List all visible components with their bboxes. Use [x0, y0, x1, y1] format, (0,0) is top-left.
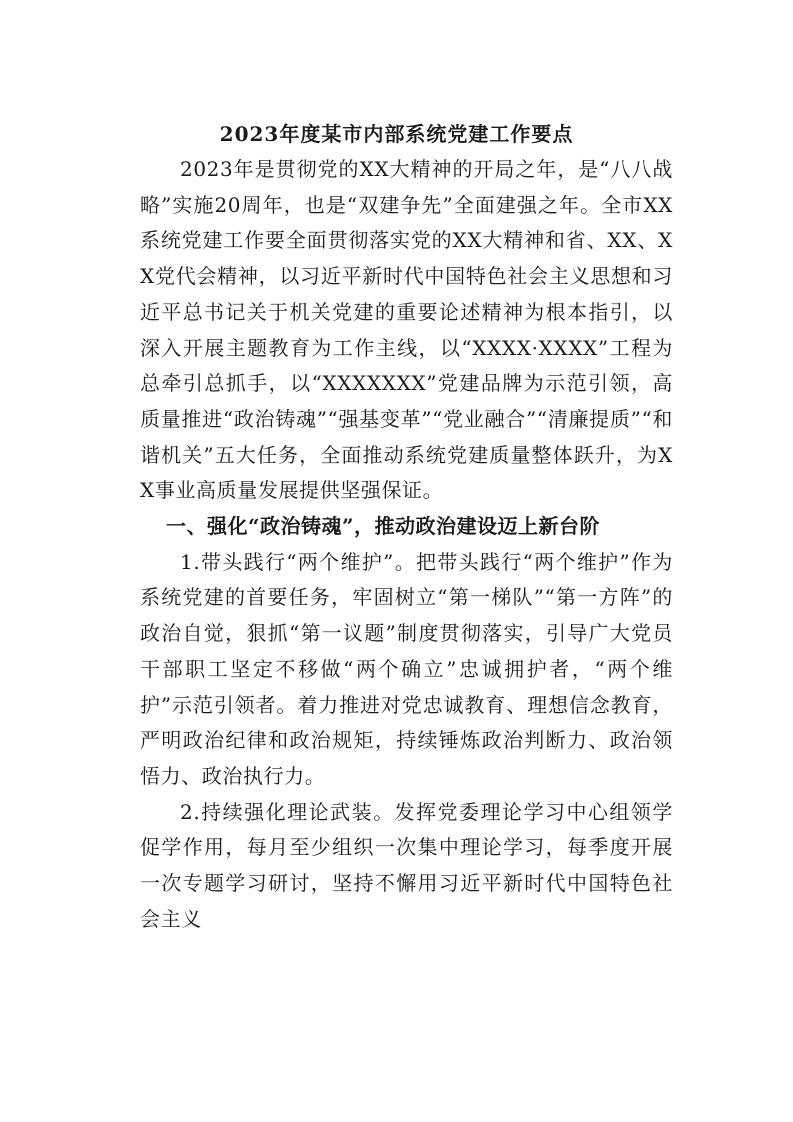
section-heading-1: 一、强化“政治铸魂”，推动政治建设迈上新台阶 [166, 514, 601, 539]
document-body [140, 152, 673, 937]
intro-paragraph: 2023年是贯彻党的XX大精神的开局之年，是“八八战略”实施20周年，也是“双建争先”全面建强之年。全市XX系统党建工作要全面贯彻落实党的XX大精神和省、XX、XX党代会精神，以习近平新时代中国特色社会主义思想和习近平总书记关于机关党建的重要论述精神为根本指引，以深入开展主题教育为工作主线，以“XXXX·XXXX”工程为总牵引总抓手，以“XXXXXXX”党建品牌为示范引领，高质量推进“政治铸魂”“强基变革”“党业融合”“清廉提质”“和谐机关”五大任务，全面推动系统党建质量整体跃升，为XX事业高质量发展提供坚强保证。 [140, 157, 673, 503]
document-title: 2023年度某市内部系统党建工作要点 [219, 122, 574, 146]
item-paragraph-1: 1.带头践行“两个维护”。把带头践行“两个维护”作为系统党建的首要任务，牢固树立“第一梯队”“第一方阵”的政治自觉，狠抓“第一议题”制度贯彻落实，引导广大党员干部职工坚定不移做“两个确立”忠诚拥护者，“两个维护”示范引领者。着力推进对党忠诚教育、理想信念教育，严明政治纪律和政治规矩，持续锤炼政治判断力、政治领悟力、政治执行力。 [140, 549, 673, 788]
item-paragraph-2: 2.持续强化理论武装。发挥党委理论学习中心组领学促学作用，每月至少组织一次集中理论学习，每季度开展一次专题学习研讨，坚持不懈用习近平新时代中国特色社会主义 [140, 799, 673, 931]
